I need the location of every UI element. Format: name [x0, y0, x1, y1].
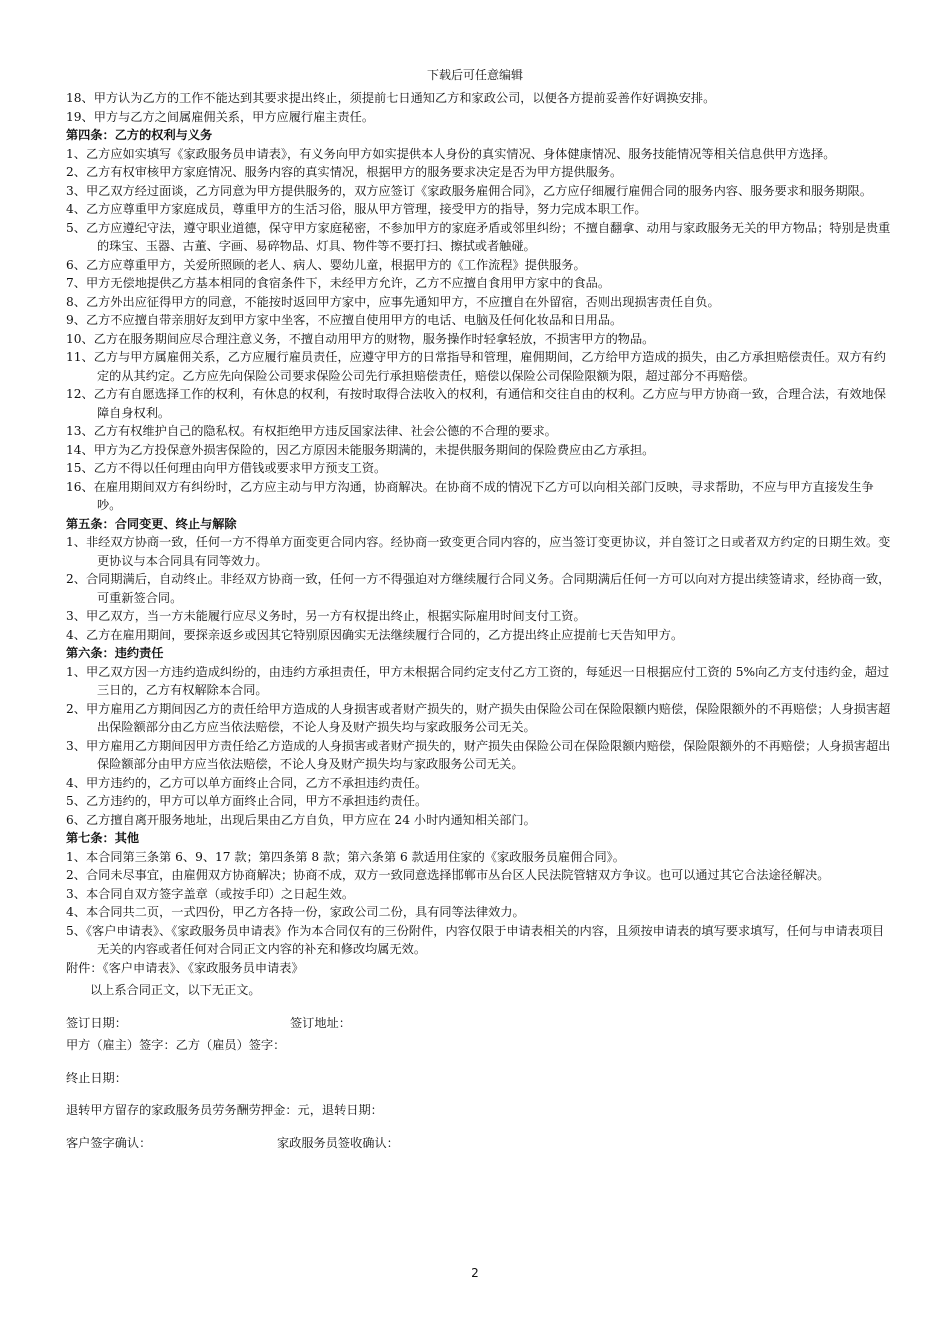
section-heading: 第四条：乙方的权利与义务 [66, 128, 213, 142]
clause-item: 3、甲乙双方，当一方未能履行应尽义务时，另一方有权提出终止，根据实际雇用时间支付工资。 [66, 609, 586, 623]
clause-item: 1、甲乙双方因一方违约造成纠纷的，由违约方承担责任，甲方未根据合同约定支付乙方工资的，每延迟一日根据应付工资的 5%向乙方支付违约金，超过三日的，乙方有权解除本合同。 [66, 664, 890, 697]
clause-item: 14、甲方为乙方投保意外损害保险的，因乙方原因未能服务期满的，未提供服务期间的保险费应由乙方承担。 [66, 442, 655, 457]
clause-item: 9、乙方不应擅自带亲朋好友到甲方家中坐客，不应擅自使用甲方的电话、电脑及任何化妆品和日用品。 [66, 313, 623, 327]
clause-item: 5、乙方应遵纪守法，遵守职业道德，保守甲方家庭秘密，不参加甲方的家庭矛盾或邻里纠纷；不擅自翻拿、动用与家政服务无关的甲方物品；特别是贵重的珠宝、玉器、古董、字画、易碎物品、灯具、物件等不要打扫、擦拭或者触碰。 [66, 220, 891, 253]
clause-item: 4、甲方违约的，乙方可以单方面终止合同，乙方不承担违约责任。 [66, 775, 428, 790]
end-note: 以上系合同正文，以下无正文。 [90, 983, 261, 997]
clause-item: 1、本合同第三条第 6、9、17 款；第四条第 8 款；第六条第 6 款适用住家的《家政服务员雇佣合同》。 [66, 849, 625, 864]
clause-item: 5、乙方违约的，甲方可以单方面终止合同，甲方不承担违约责任。 [66, 794, 428, 808]
clause-item: 11、乙方与甲方属雇佣关系，乙方应履行雇员责任，应遵守甲方的日常指导和管理，雇佣期间，乙方给甲方造成的损失，由乙方承担赔偿责任。双方有约定的从其约定。乙方应先向保险公司要求保险公司先行承担赔偿责任，赔偿以保险公司保险限额为限，超过部分不再赔偿。 [66, 350, 886, 383]
clause-item: 3、甲方雇用乙方期间因甲方责任给乙方造成的人身损害或者财产损失的，财产损失由保险公司在保险限额内赔偿，保险限额外的不再赔偿；人身损害超出保险额部分由甲方应当依法赔偿，不论人身及财产损失均与家政服务公司无关。 [66, 738, 891, 771]
section-heading: 第五条：合同变更、终止与解除 [66, 516, 237, 531]
clause-item: 5、《客户申请表》、《家政服务员申请表》作为本合同仅有的三份附件，内容仅限于申请表相关的内容，且须按申请表的填写要求填写，任何与申请表项目无关的内容或者任何对合同正文内容的补充和修改均属无效。 [66, 923, 885, 956]
worker-confirm-label: 家政服务员签收确认： [277, 1135, 399, 1150]
clause-item: 6、乙方擅自离开服务地址，出现后果由乙方自负，甲方应在 24 小时内通知相关部门。 [66, 812, 536, 827]
clause-item: 1、非经双方协商一致，任何一方不得单方面变更合同内容。经协商一致变更合同内容的，应当签订变更协议，并自签订之日或者双方约定的日期生效。变更协议与本合同具有同等效力。 [66, 535, 891, 568]
document-body [66, 89, 892, 1152]
clause-item: 4、乙方应尊重甲方家庭成员，尊重甲方的生活习俗，服从甲方管理，接受甲方的指导，努力完成本职工作。 [66, 202, 647, 216]
client-confirm-label: 客户签字确认： [66, 1135, 152, 1150]
clause-item: 15、乙方不得以任何理由向甲方借钱或要求甲方预支工资。 [66, 461, 387, 475]
section-heading: 第七条：其他 [66, 831, 140, 845]
clause-item: 3、甲乙双方经过面谈，乙方同意为甲方提供服务的，双方应签订《家政服务雇佣合同》，乙方应仔细履行雇佣合同的服务内容、服务要求和服务期限。 [66, 183, 873, 198]
clause-item: 4、本合同共二页，一式四份，甲乙方各持一份，家政公司二份，具有同等法律效力。 [66, 905, 525, 919]
clause-item: 16、在雇用期间双方有纠纷时，乙方应主动与甲方沟通，协商解决。在协商不成的情况下乙方可以向相关部门反映，寻求帮助，不应与甲方直接发生争吵。 [66, 479, 874, 512]
clause-item: 6、乙方应尊重甲方，关爱所照顾的老人、病人、婴幼儿童，根据甲方的《工作流程》提供服务。 [66, 257, 586, 272]
party-signature-line: 甲方（雇主）签字：乙方（雇员）签字： [66, 1038, 286, 1052]
clause-item: 2、合同期满后，自动终止。非经双方协商一致，任何一方不得强迫对方继续履行合同义务。合同期满后任何一方可以向对方提出续签请求，经协商一致，可重新签合同。 [66, 572, 891, 605]
clause-item: 3、本合同自双方签字盖章（或按手印）之日起生效。 [66, 886, 355, 901]
sign-place-label: 签订地址： [290, 1015, 351, 1030]
clause-item: 8、乙方外出应征得甲方的同意，不能按时返回甲方家中，应事先通知甲方，不应擅自在外留宿，否则出现损害责任自负。 [66, 294, 720, 309]
clause-item: 7、甲方无偿地提供乙方基本相同的食宿条件下，未经甲方允许，乙方不应擅自食用甲方家中的食品。 [66, 276, 611, 290]
section-heading: 第六条：违约责任 [66, 646, 164, 660]
sign-date-row [66, 1014, 892, 1033]
attachment-line: 附件：《客户申请表》、《家政服务员申请表》 [66, 960, 304, 975]
page-number: 2 [471, 1266, 479, 1280]
clause-item: 2、甲方雇用乙方期间因乙方的责任给甲方造成的人身损害或者财产损失的，财产损失由保险公司在保险限额内赔偿，保险限额外的不再赔偿；人身损害超出保险额部分由乙方应当依法赔偿，不论人身及财产损失均与家政服务公司无关。 [66, 701, 891, 734]
clause-item: 13、乙方有权维护自己的隐私权。有权拒绝甲方违反国家法律、社会公德的不合理的要求。 [66, 424, 557, 438]
clause-item: 19、甲方与乙方之间属雇佣关系，甲方应履行雇主责任。 [66, 109, 375, 124]
page-header: 下载后可任意编辑 [426, 68, 523, 82]
clause-item: 1、乙方应如实填写《家政服务员申请表》，有义务向甲方如实提供本人身份的真实情况、身体健康情况、服务技能情况等相关信息供甲方选择。 [66, 146, 836, 161]
end-date-label: 终止日期： [66, 1070, 127, 1085]
clause-item: 4、乙方在雇用期间，要探亲返乡或因其它特别原因确实无法继续履行合同的，乙方提出终止应提前七天告知甲方。 [66, 627, 684, 642]
clause-item: 2、合同未尽事宜，由雇佣双方协商解决；协商不成，双方一致同意选择邯郸市丛台区人民法院管辖双方争议。也可以通过其它合法途径解决。 [66, 868, 830, 882]
clause-item: 2、乙方有权审核甲方家庭情况、服务内容的真实情况，根据甲方的服务要求决定是否为甲方提供服务。 [66, 165, 623, 179]
clause-item: 12、乙方有自愿选择工作的权利，有休息的权利，有按时取得合法收入的权利，有通信和交往自由的权利。乙方应与甲方协商一致，合理合法，有效地保障自身权利。 [66, 387, 886, 420]
clause-item: 10、乙方在服务期间应尽合理注意义务，不擅自动用甲方的财物，服务操作时轻拿轻放，不损害甲方的物品。 [66, 331, 655, 346]
clause-item: 18、甲方认为乙方的工作不能达到其要求提出终止，须提前七日通知乙方和家政公司，以便各方提前妥善作好调换安排。 [66, 91, 716, 105]
sign-date-label: 签订日期： [66, 1015, 127, 1030]
deposit-line: 退转甲方留存的家政服务员劳务酬劳押金：元，退转日期： [66, 1103, 383, 1117]
confirm-row [66, 1134, 892, 1153]
